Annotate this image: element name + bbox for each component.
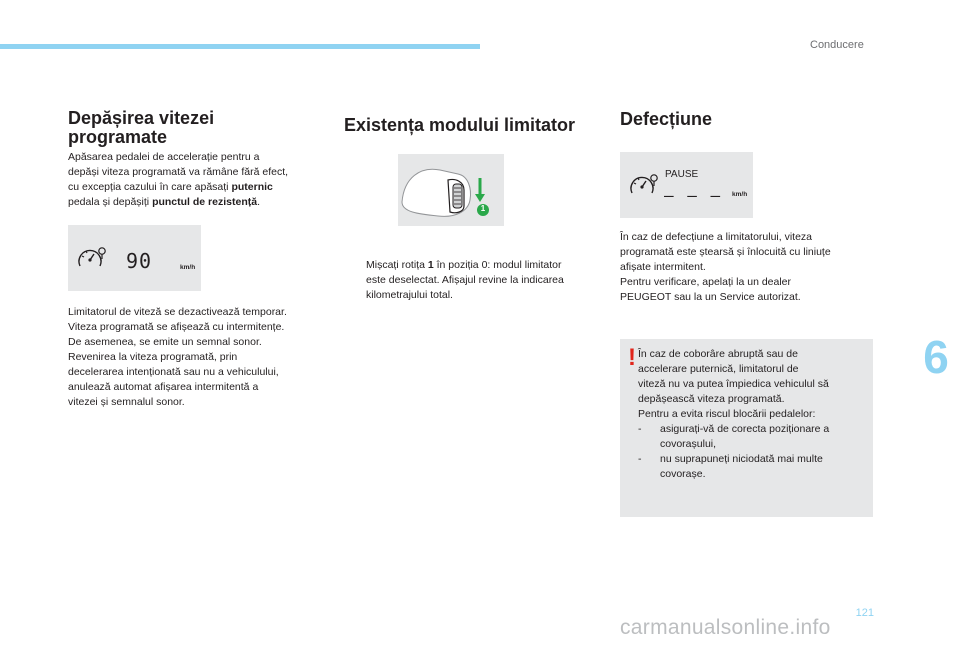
text-line: cu excepția cazului în care apăsați xyxy=(68,181,232,193)
page-number: 121 xyxy=(855,607,874,619)
heading-malfunction: Defecțiune xyxy=(620,109,713,129)
bold-text: 1 xyxy=(427,259,434,271)
text-line: afișate intermitent. xyxy=(620,261,706,273)
warning-text xyxy=(638,347,866,482)
header-accent-bar xyxy=(0,44,480,49)
bold-text: punctul de rezistență xyxy=(152,196,258,208)
text-line: decelerarea intenționată sau nu a vehiculului, xyxy=(68,366,279,378)
text-line: Apăsarea pedalei de accelerație pentru a xyxy=(68,151,260,163)
speedometer-limiter-icon xyxy=(77,246,107,270)
paragraph-exceed xyxy=(68,150,330,210)
text-line: asigurați-vă de corecta poziționare a xyxy=(660,423,830,435)
text-line: anulează automat afișarea intermitentă a xyxy=(68,381,259,393)
speed-dashes: – – – xyxy=(664,186,723,205)
text-line: Viteza programată se afișează cu intermitențe. xyxy=(68,321,285,333)
text-line: pedala și depășiți xyxy=(68,196,153,208)
text-line: depăși viteza programată va rămâne fără efect, xyxy=(68,166,289,178)
watermark: carmanualsonline.info xyxy=(620,616,831,639)
text-line: în poziția 0: modul limitator xyxy=(433,259,562,271)
text-line: Limitatorul de viteză se dezactivează temporar. xyxy=(68,306,287,318)
speed-unit: km/h xyxy=(180,264,196,271)
pause-status: PAUSE xyxy=(665,169,699,180)
paragraph-malfunction xyxy=(620,230,876,305)
section-title: Conducere xyxy=(810,39,864,51)
text-line: viteză nu va putea împiedica vehiculul să xyxy=(638,378,829,390)
text-line: În caz de coborâre abruptă sau de xyxy=(638,348,798,360)
speedometer-limiter-icon xyxy=(629,173,659,197)
text-line: În caz de defecțiune a limitatorului, viteza xyxy=(620,231,813,243)
text-line: Revenirea la viteza programată, prin xyxy=(68,351,238,363)
thumbwheel-marker-label: 1 xyxy=(480,204,486,213)
text-line: PEUGEOT sau la un Service autorizat. xyxy=(620,291,801,303)
heading-limiter-mode: Existența modului limitator xyxy=(344,115,576,135)
bullet-text xyxy=(366,258,602,303)
text-line: programată este ștearsă și înlocuită cu liniuțe xyxy=(620,246,831,258)
bold-text: puternic xyxy=(231,181,273,193)
text-line: . xyxy=(257,196,260,208)
warning-exclamation-icon: ! xyxy=(628,344,636,371)
limit-speed-value: 90 xyxy=(126,249,153,273)
display-limiter-90 xyxy=(68,225,201,291)
text-line: covorașe. xyxy=(660,468,706,480)
text-line: kilometrajului total. xyxy=(366,289,453,301)
list-dash: - xyxy=(638,423,642,435)
list-dash: - xyxy=(638,453,642,465)
text-line: covorașului, xyxy=(660,438,717,450)
text-line: nu suprapuneți niciodată mai multe xyxy=(660,453,823,465)
text-line: depășească viteza programată. xyxy=(638,393,785,405)
text-line: Mișcați rotița xyxy=(366,259,428,271)
steering-illustration xyxy=(398,154,504,226)
text-line: accelerare puternică, limitatorul de xyxy=(638,363,799,375)
warning-list-item xyxy=(638,452,866,482)
text-line: vitezei și semnalul sonor. xyxy=(68,396,185,408)
text-line: De asemenea, se emite un semnal sonor. xyxy=(68,336,262,348)
paragraph-deactivation xyxy=(68,305,330,410)
text-line: este deselectat. Afișajul revine la indicarea xyxy=(366,274,564,286)
heading-exceed-speed xyxy=(68,109,214,147)
heading-line2: programate xyxy=(68,127,168,147)
speed-unit: km/h xyxy=(732,191,748,198)
text-line: Pentru verificare, apelați la un dealer xyxy=(620,276,792,288)
display-limiter-pause xyxy=(620,152,753,218)
steering-wheel-thumbwheel-icon xyxy=(398,154,504,226)
heading-line1: Depășirea vitezei xyxy=(68,108,215,128)
text-line: Pentru a evita riscul blocării pedalelor: xyxy=(638,408,816,420)
warning-list-item xyxy=(638,422,866,452)
chapter-number: 6 xyxy=(912,330,960,430)
